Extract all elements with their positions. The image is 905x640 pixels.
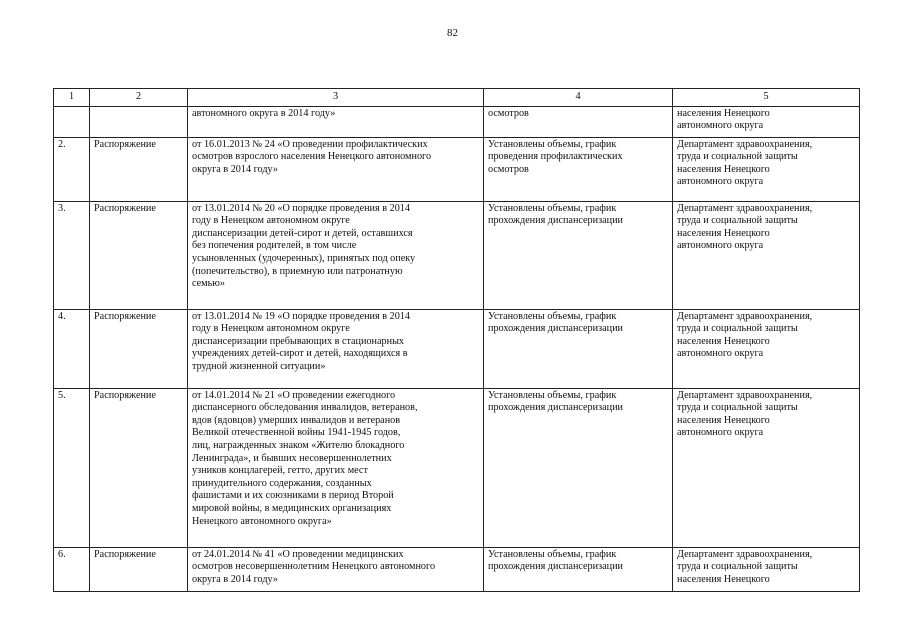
document-title: от 14.01.2014 № 21 «О проведении ежегодного диспансерного обследования инвалидов, ветеранов, вдов (вдовцов) умерших инвалидов и ветеранов Великой отечественной войны 1941-1945 годов, лиц, награжденных знаком «Жителю блокадного Ленинграда», и бывших несовершеннолетних узников концлагерей, гетто, других мест принудительного содержания, созданных фашистами и их союзниками в период Второй мировой войны, в медицинских организациях Ненецкого автономного округа» <box>188 388 484 547</box>
document-type <box>90 106 188 137</box>
result-description: Установлены объемы, график проведения профилактических осмотров <box>484 137 673 201</box>
table-body <box>54 106 860 591</box>
document-title: от 24.01.2014 № 41 «О проведении медицинских осмотров несовершеннолетним Ненецкого автономного округа в 2014 году» <box>188 547 484 591</box>
row-number: 6. <box>54 547 90 591</box>
document-type: Распоряжение <box>90 309 188 388</box>
result-description: Установлены объемы, график прохождения диспансеризации <box>484 201 673 309</box>
column-header-2: 2 <box>90 89 188 107</box>
column-header-4: 4 <box>484 89 673 107</box>
row-number: 2. <box>54 137 90 201</box>
row-number: 3. <box>54 201 90 309</box>
table-row <box>54 137 860 201</box>
document-title: от 13.01.2014 № 20 «О порядке проведения в 2014 году в Ненецком автономном округе диспансеризации детей-сирот и детей, оставшихся без попечения родителей, в том числе усыновленных (удочеренных), принятых под опеку (попечительство), в приемную или патронатную семью» <box>188 201 484 309</box>
responsible-department: населения Ненецкого автономного округа <box>673 106 860 137</box>
document-title: от 13.01.2014 № 19 «О порядке проведения в 2014 году в Ненецком автономном округе диспансеризации пребывающих в стационарных учреждениях детей-сирот и детей, находящихся в трудной жизненной ситуации» <box>188 309 484 388</box>
document-type: Распоряжение <box>90 547 188 591</box>
column-header-3: 3 <box>188 89 484 107</box>
result-description: Установлены объемы, график прохождения диспансеризации <box>484 309 673 388</box>
document-title: автономного округа в 2014 году» <box>188 106 484 137</box>
column-header-1: 1 <box>54 89 90 107</box>
table-row <box>54 309 860 388</box>
responsible-department: Департамент здравоохранения, труда и социальной защиты населения Ненецкого <box>673 547 860 591</box>
row-number <box>54 106 90 137</box>
table-header-row <box>54 89 860 107</box>
result-description: осмотров <box>484 106 673 137</box>
row-number: 4. <box>54 309 90 388</box>
page-number: 82 <box>447 27 458 39</box>
responsible-department: Департамент здравоохранения, труда и социальной защиты населения Ненецкого автономного округа <box>673 137 860 201</box>
document-title: от 16.01.2013 № 24 «О проведении профилактических осмотров взрослого населения Ненецкого автономного округа в 2014 году» <box>188 137 484 201</box>
responsible-department: Департамент здравоохранения, труда и социальной защиты населения Ненецкого автономного округа <box>673 388 860 547</box>
row-number: 5. <box>54 388 90 547</box>
table-row <box>54 388 860 547</box>
column-header-5: 5 <box>673 89 860 107</box>
document-type: Распоряжение <box>90 137 188 201</box>
table-row <box>54 547 860 591</box>
table-row <box>54 201 860 309</box>
responsible-department: Департамент здравоохранения, труда и социальной защиты населения Ненецкого автономного округа <box>673 309 860 388</box>
document-type: Распоряжение <box>90 388 188 547</box>
result-description: Установлены объемы, график прохождения диспансеризации <box>484 547 673 591</box>
table-row <box>54 106 860 137</box>
document-type: Распоряжение <box>90 201 188 309</box>
responsible-department: Департамент здравоохранения, труда и социальной защиты населения Ненецкого автономного округа <box>673 201 860 309</box>
result-description: Установлены объемы, график прохождения диспансеризации <box>484 388 673 547</box>
document-table <box>53 88 860 592</box>
